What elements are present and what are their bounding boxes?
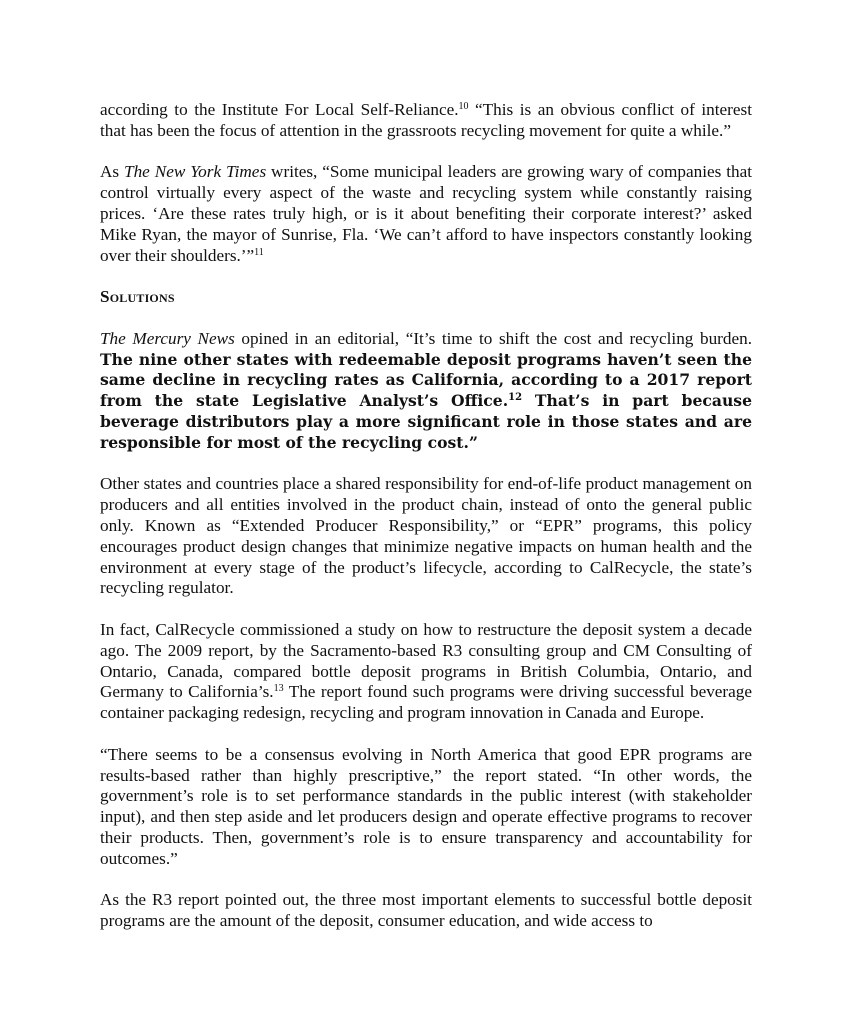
paragraph-5-text-b: The report found such programs were driving successful beverage container packaging redesign, recycling and program innovation in Canada and Europe.: [100, 682, 752, 723]
paragraph-3-bold-a: The nine other states with redeemable deposit programs haven’t seen the same decline in recycling rates as California, according to a 2017 report from the state Legislative Analyst’s Office.: [100, 349, 752, 411]
paragraph-6: “There seems to be a consensus evolving in North America that good EPR programs are results-based rather than highly prescriptive,” the report stated. “In other words, the government’s role is to set performance standards in the public interest (with stakeholder input), and then step aside and let producers design and operate effective programs to recover their products. Then, government’s role is to ensure transparency and accountability for outcomes.”: [100, 744, 752, 868]
publication-name-nyt: The New York Times: [124, 162, 267, 182]
footnote-ref-12[interactable]: 12: [508, 392, 523, 404]
footnote-ref-13[interactable]: 13: [273, 683, 284, 695]
paragraph-3-text: opined in an editorial, “It’s time to shift the cost and recycling burden.: [234, 328, 753, 348]
paragraph-3: [100, 329, 752, 454]
publication-name-mercury-news: The Mercury News: [100, 328, 235, 348]
paragraph-7: As the R3 report pointed out, the three most important elements to successful bottle deposit programs are the amount of the deposit, consumer education, and wide access to: [100, 890, 752, 931]
paragraph-3-bold-b: That’s in part because beverage distributors play a more significant role in those states and are responsible for most of the recycling cost.”: [100, 391, 753, 452]
paragraph-1-text-b: “This is an obvious conflict of interest that has been the focus of attention in the grassroots recycling movement for quite a while.”: [100, 100, 752, 140]
paragraph-4: Other states and countries place a shared responsibility for end-of-life product management on producers and all entities involved in the product chain, instead of onto the general public only. Known as “Extended Producer Responsibility,” or “EPR” programs, this policy encourages product design changes that minimize negative impacts on human health and the environment at every stage of the product’s lifecycle, according to CalRecycle, the state’s recycling regulator.: [100, 474, 752, 598]
paragraph-1-text-a: according to the Institute For Local Self-Reliance.: [100, 100, 459, 119]
paragraph-2: [100, 162, 752, 266]
section-heading-solutions: Solutions: [100, 287, 175, 307]
document-page: [100, 100, 752, 932]
paragraph-2-pre: As: [100, 162, 125, 182]
footnote-ref-10[interactable]: 10: [458, 101, 469, 112]
paragraph-5-text-a: In fact, CalRecycle commissioned a study on how to restructure the deposit system a decade ago. The 2009 report, by the Sacramento-based R3 consulting group and CM Consulting of Ontario, Canada, compared bottle deposit programs in British Columbia, Ontario, and Germany to California’s.: [100, 619, 752, 702]
paragraph-5: [100, 620, 752, 724]
paragraph-1: [100, 100, 752, 142]
paragraph-2-text: writes, “Some municipal leaders are growing wary of companies that control virtually every aspect of the waste and recycling system while constantly raising prices. ‘Are these rates truly high, or is it about benefiting their corporate interest?’ asked Mike Ryan, the mayor of Sunrise, Fla. ‘We can’t afford to have inspectors constantly looking over their shoulders.’”: [100, 162, 753, 265]
footnote-ref-11[interactable]: 11: [254, 246, 264, 258]
